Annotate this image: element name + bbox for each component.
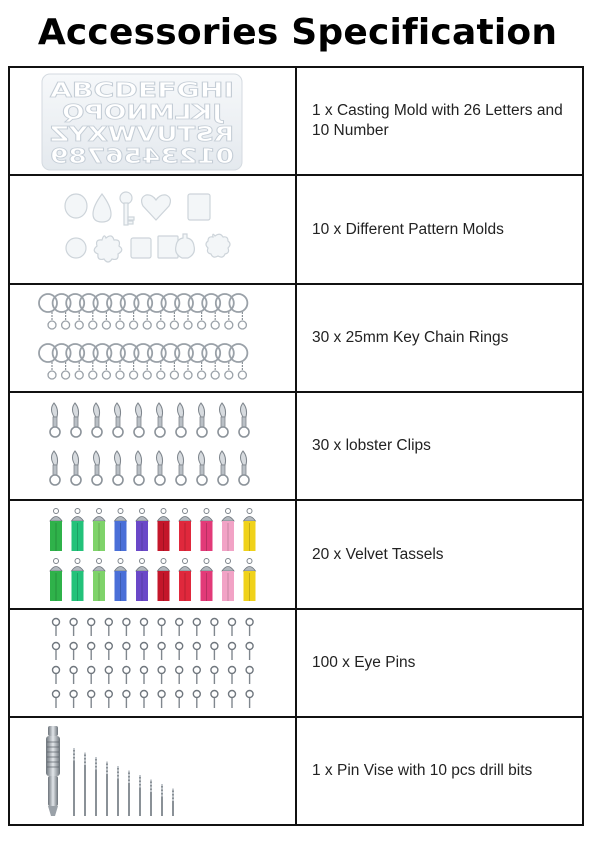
- item-description: 30 x 25mm Key Chain Rings: [312, 329, 509, 346]
- page-title: Accessories Specification: [37, 12, 558, 53]
- table-row: [10, 68, 582, 176]
- table-row: [10, 718, 582, 824]
- svg-text:0123456789: 0123456789: [50, 144, 234, 168]
- svg-text:JKLMNOPQ: JKLMNOPQ: [62, 100, 225, 124]
- key-chain-rings-icon: [10, 285, 297, 391]
- svg-text:RSTUVWXYZ: RSTUVWXYZ: [50, 122, 234, 146]
- spec-table: [8, 66, 584, 826]
- letter-casting-mold-icon: [10, 68, 297, 174]
- eye-pins-icon: [10, 610, 297, 716]
- velvet-tassels-icon: [10, 501, 297, 608]
- table-row: [10, 176, 582, 285]
- svg-text:ABCDEFGHI: ABCDEFGHI: [50, 78, 234, 102]
- pin-vise-drill-bits-icon: [10, 718, 297, 824]
- table-row: [10, 393, 582, 501]
- item-description: 1 x Pin Vise with 10 pcs drill bits: [312, 762, 533, 779]
- item-description: 100 x Eye Pins: [312, 654, 416, 671]
- table-row: [10, 501, 582, 610]
- item-description: 1 x Casting Mold with 26 Letters and 10 Number: [312, 102, 563, 139]
- item-description: 30 x lobster Clips: [312, 437, 431, 454]
- item-description: 10 x Different Pattern Molds: [312, 220, 504, 238]
- item-description: 20 x Velvet Tassels: [312, 545, 444, 563]
- table-row: [10, 285, 582, 393]
- pattern-molds-icon: [10, 176, 297, 283]
- lobster-clips-icon: [10, 393, 297, 499]
- table-row: [10, 610, 582, 718]
